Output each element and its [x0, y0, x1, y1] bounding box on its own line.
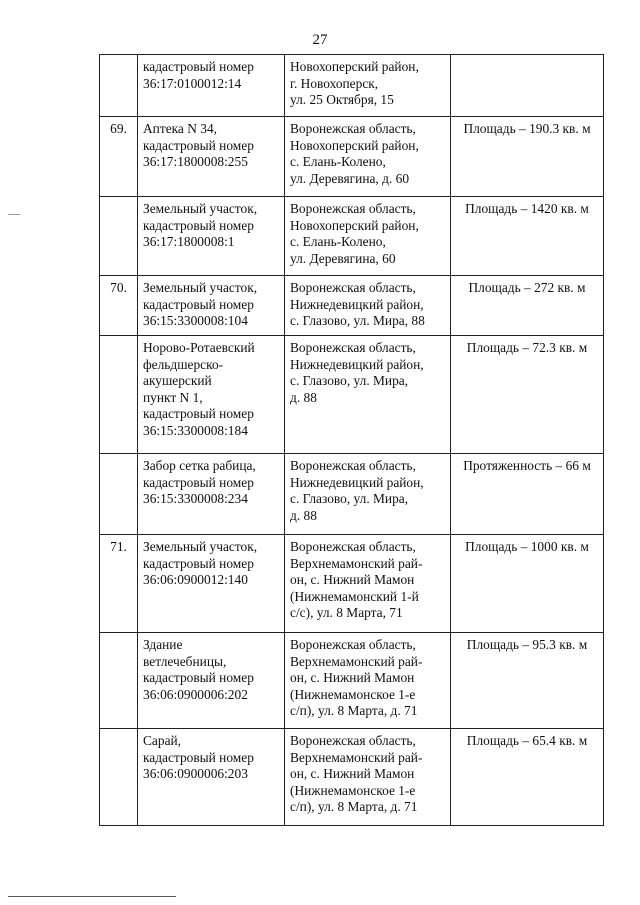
object-cell-line: пункт N 1,: [143, 389, 203, 405]
address-cell-line: (Нижнемамонское 1-е: [290, 686, 416, 702]
table-row: [100, 535, 604, 633]
address-cell-line: ул. Деревягина, 60: [290, 250, 396, 266]
table-row: [100, 276, 604, 336]
parameter-value: Площадь – 1420 кв. м: [465, 201, 589, 216]
parameter-cell: [451, 454, 604, 535]
object-cell-line: кадастровый номер: [143, 474, 254, 490]
object-cell-line: кадастровый номер: [143, 749, 254, 765]
address-cell-line: Новохоперский район,: [290, 59, 419, 74]
address-cell-line: Воронежская область,: [290, 201, 416, 216]
row-number-cell: [100, 197, 138, 276]
row-number-cell: [100, 633, 138, 729]
table-row: [100, 55, 604, 117]
address-cell-line: с/с), ул. 8 Марта, 71: [290, 605, 403, 621]
address-cell-line: он, с. Нижний Мамон: [290, 572, 415, 588]
row-number-cell: [100, 55, 138, 117]
object-cell-line: кадастровый номер: [143, 555, 254, 571]
address-cell: [285, 454, 451, 535]
object-cell: [138, 55, 285, 117]
row-number-cell: [100, 535, 138, 633]
parameter-cell: [451, 197, 604, 276]
address-cell-line: с. Елань-Колено,: [290, 154, 386, 170]
parameter-value: Площадь – 272 кв. м: [468, 280, 586, 295]
parameter-value: Протяженность – 66 м: [463, 458, 591, 473]
object-cell-line: ветлечебницы,: [143, 653, 227, 669]
object-cell-line: Аптека N 34,: [143, 121, 217, 136]
address-cell-line: Верхнемамонский рай-: [290, 749, 423, 765]
object-cell-line: Земельный участок,: [143, 539, 258, 554]
object-cell: [138, 729, 285, 826]
object-cell-line: кадастровый номер: [143, 217, 254, 233]
parameter-value: Площадь – 65.4 кв. м: [466, 733, 588, 748]
address-cell-line: Воронежская область,: [290, 340, 416, 355]
object-cell: [138, 117, 285, 197]
property-table: [99, 54, 604, 826]
address-cell-line: Воронежская область,: [290, 637, 416, 652]
address-cell-line: (Нижнемамонский 1-й: [290, 588, 419, 604]
parameter-cell: [451, 117, 604, 197]
object-cell-line: Сарай,: [143, 733, 182, 748]
object-cell-line: кадастровый номер: [143, 59, 254, 74]
parameter-cell: [451, 535, 604, 633]
object-cell-line: 36:15:3300008:104: [143, 313, 248, 329]
parameter-cell: [451, 276, 604, 336]
address-cell: [285, 729, 451, 826]
object-cell: [138, 336, 285, 454]
address-cell: [285, 336, 451, 454]
address-cell-line: Нижнедевицкий район,: [290, 356, 424, 372]
address-cell-line: Воронежская область,: [290, 539, 416, 554]
object-cell-line: Земельный участок,: [143, 280, 258, 295]
parameter-value: Площадь – 95.3 кв. м: [466, 637, 588, 652]
object-cell-line: 36:17:1800008:255: [143, 154, 248, 170]
address-cell: [285, 535, 451, 633]
parameter-value: Площадь – 1000 кв. м: [465, 539, 589, 554]
address-cell-line: Нижнедевицкий район,: [290, 474, 424, 490]
footnote-separator: [8, 896, 176, 897]
page-number: 27: [312, 32, 328, 48]
object-cell-line: кадастровый номер: [143, 137, 254, 153]
address-cell-line: Верхнемамонский рай-: [290, 555, 423, 571]
address-cell-line: с. Глазово, ул. Мира,: [290, 491, 409, 507]
object-cell: [138, 276, 285, 336]
table-row: [100, 336, 604, 454]
object-cell-line: Забор сетка рабица,: [143, 458, 256, 473]
address-cell: [285, 55, 451, 117]
object-cell-line: Здание: [143, 637, 183, 652]
row-number-cell: [100, 276, 138, 336]
address-cell-line: Воронежская область,: [290, 733, 416, 748]
address-cell-line: с. Елань-Колено,: [290, 234, 386, 250]
row-number-cell: [100, 117, 138, 197]
parameter-cell: [451, 55, 604, 117]
address-cell-line: с/п), ул. 8 Марта, д. 71: [290, 703, 418, 719]
table-row: [100, 633, 604, 729]
object-cell-line: 36:15:3300008:234: [143, 491, 248, 507]
address-cell-line: с/п), ул. 8 Марта, д. 71: [290, 799, 418, 815]
margin-mark: [8, 214, 20, 215]
address-cell-line: Верхнемамонский рай-: [290, 653, 423, 669]
address-cell: [285, 197, 451, 276]
parameter-value: Площадь – 190.3 кв. м: [463, 121, 591, 136]
address-cell-line: он, с. Нижний Мамон: [290, 670, 415, 686]
object-cell-line: 36:06:0900006:202: [143, 686, 248, 702]
object-cell-line: Норово-Ротаевский: [143, 340, 255, 355]
object-cell-line: Земельный участок,: [143, 201, 258, 216]
address-cell: [285, 276, 451, 336]
object-cell-line: 36:17:1800008:1: [143, 234, 235, 250]
table-row: [100, 197, 604, 276]
table-row: [100, 454, 604, 535]
object-cell-line: 36:17:0100012:14: [143, 75, 242, 91]
address-cell-line: д. 88: [290, 389, 317, 405]
address-cell-line: г. Новохоперск,: [290, 75, 379, 91]
parameter-cell: [451, 633, 604, 729]
object-cell: [138, 454, 285, 535]
row-number-cell: [100, 729, 138, 826]
parameter-value: Площадь – 72.3 кв. м: [466, 340, 588, 355]
row-number: 70.: [110, 280, 127, 295]
row-number: 71.: [110, 539, 127, 554]
object-cell: [138, 633, 285, 729]
object-cell-line: 36:06:0900012:140: [143, 572, 248, 588]
parameter-cell: [451, 336, 604, 454]
table-row: [100, 729, 604, 826]
table-row: [100, 117, 604, 197]
address-cell-line: д. 88: [290, 507, 317, 523]
address-cell-line: с. Глазово, ул. Мира, 88: [290, 313, 425, 329]
address-cell-line: Новохоперский район,: [290, 137, 419, 153]
address-cell-line: Воронежская область,: [290, 280, 416, 295]
object-cell-line: фельдшерско-: [143, 356, 224, 372]
object-cell-line: 36:15:3300008:184: [143, 422, 248, 438]
parameter-cell: [451, 729, 604, 826]
row-number-cell: [100, 336, 138, 454]
address-cell-line: Нижнедевицкий район,: [290, 296, 424, 312]
address-cell-line: (Нижнемамонское 1-е: [290, 782, 416, 798]
object-cell-line: кадастровый номер: [143, 296, 254, 312]
object-cell: [138, 197, 285, 276]
address-cell-line: Новохоперский район,: [290, 217, 419, 233]
address-cell-line: ул. 25 Октября, 15: [290, 92, 394, 108]
address-cell-line: ул. Деревягина, д. 60: [290, 170, 410, 186]
object-cell-line: кадастровый номер: [143, 406, 254, 422]
object-cell: [138, 535, 285, 633]
address-cell-line: Воронежская область,: [290, 458, 416, 473]
object-cell-line: кадастровый номер: [143, 670, 254, 686]
object-cell-line: 36:06:0900006:203: [143, 766, 248, 782]
address-cell-line: он, с. Нижний Мамон: [290, 766, 415, 782]
table-body: [100, 55, 604, 826]
address-cell-line: с. Глазово, ул. Мира,: [290, 373, 409, 389]
row-number-cell: [100, 454, 138, 535]
address-cell: [285, 633, 451, 729]
row-number: 69.: [110, 121, 127, 136]
object-cell-line: акушерский: [143, 373, 212, 389]
address-cell: [285, 117, 451, 197]
address-cell-line: Воронежская область,: [290, 121, 416, 136]
